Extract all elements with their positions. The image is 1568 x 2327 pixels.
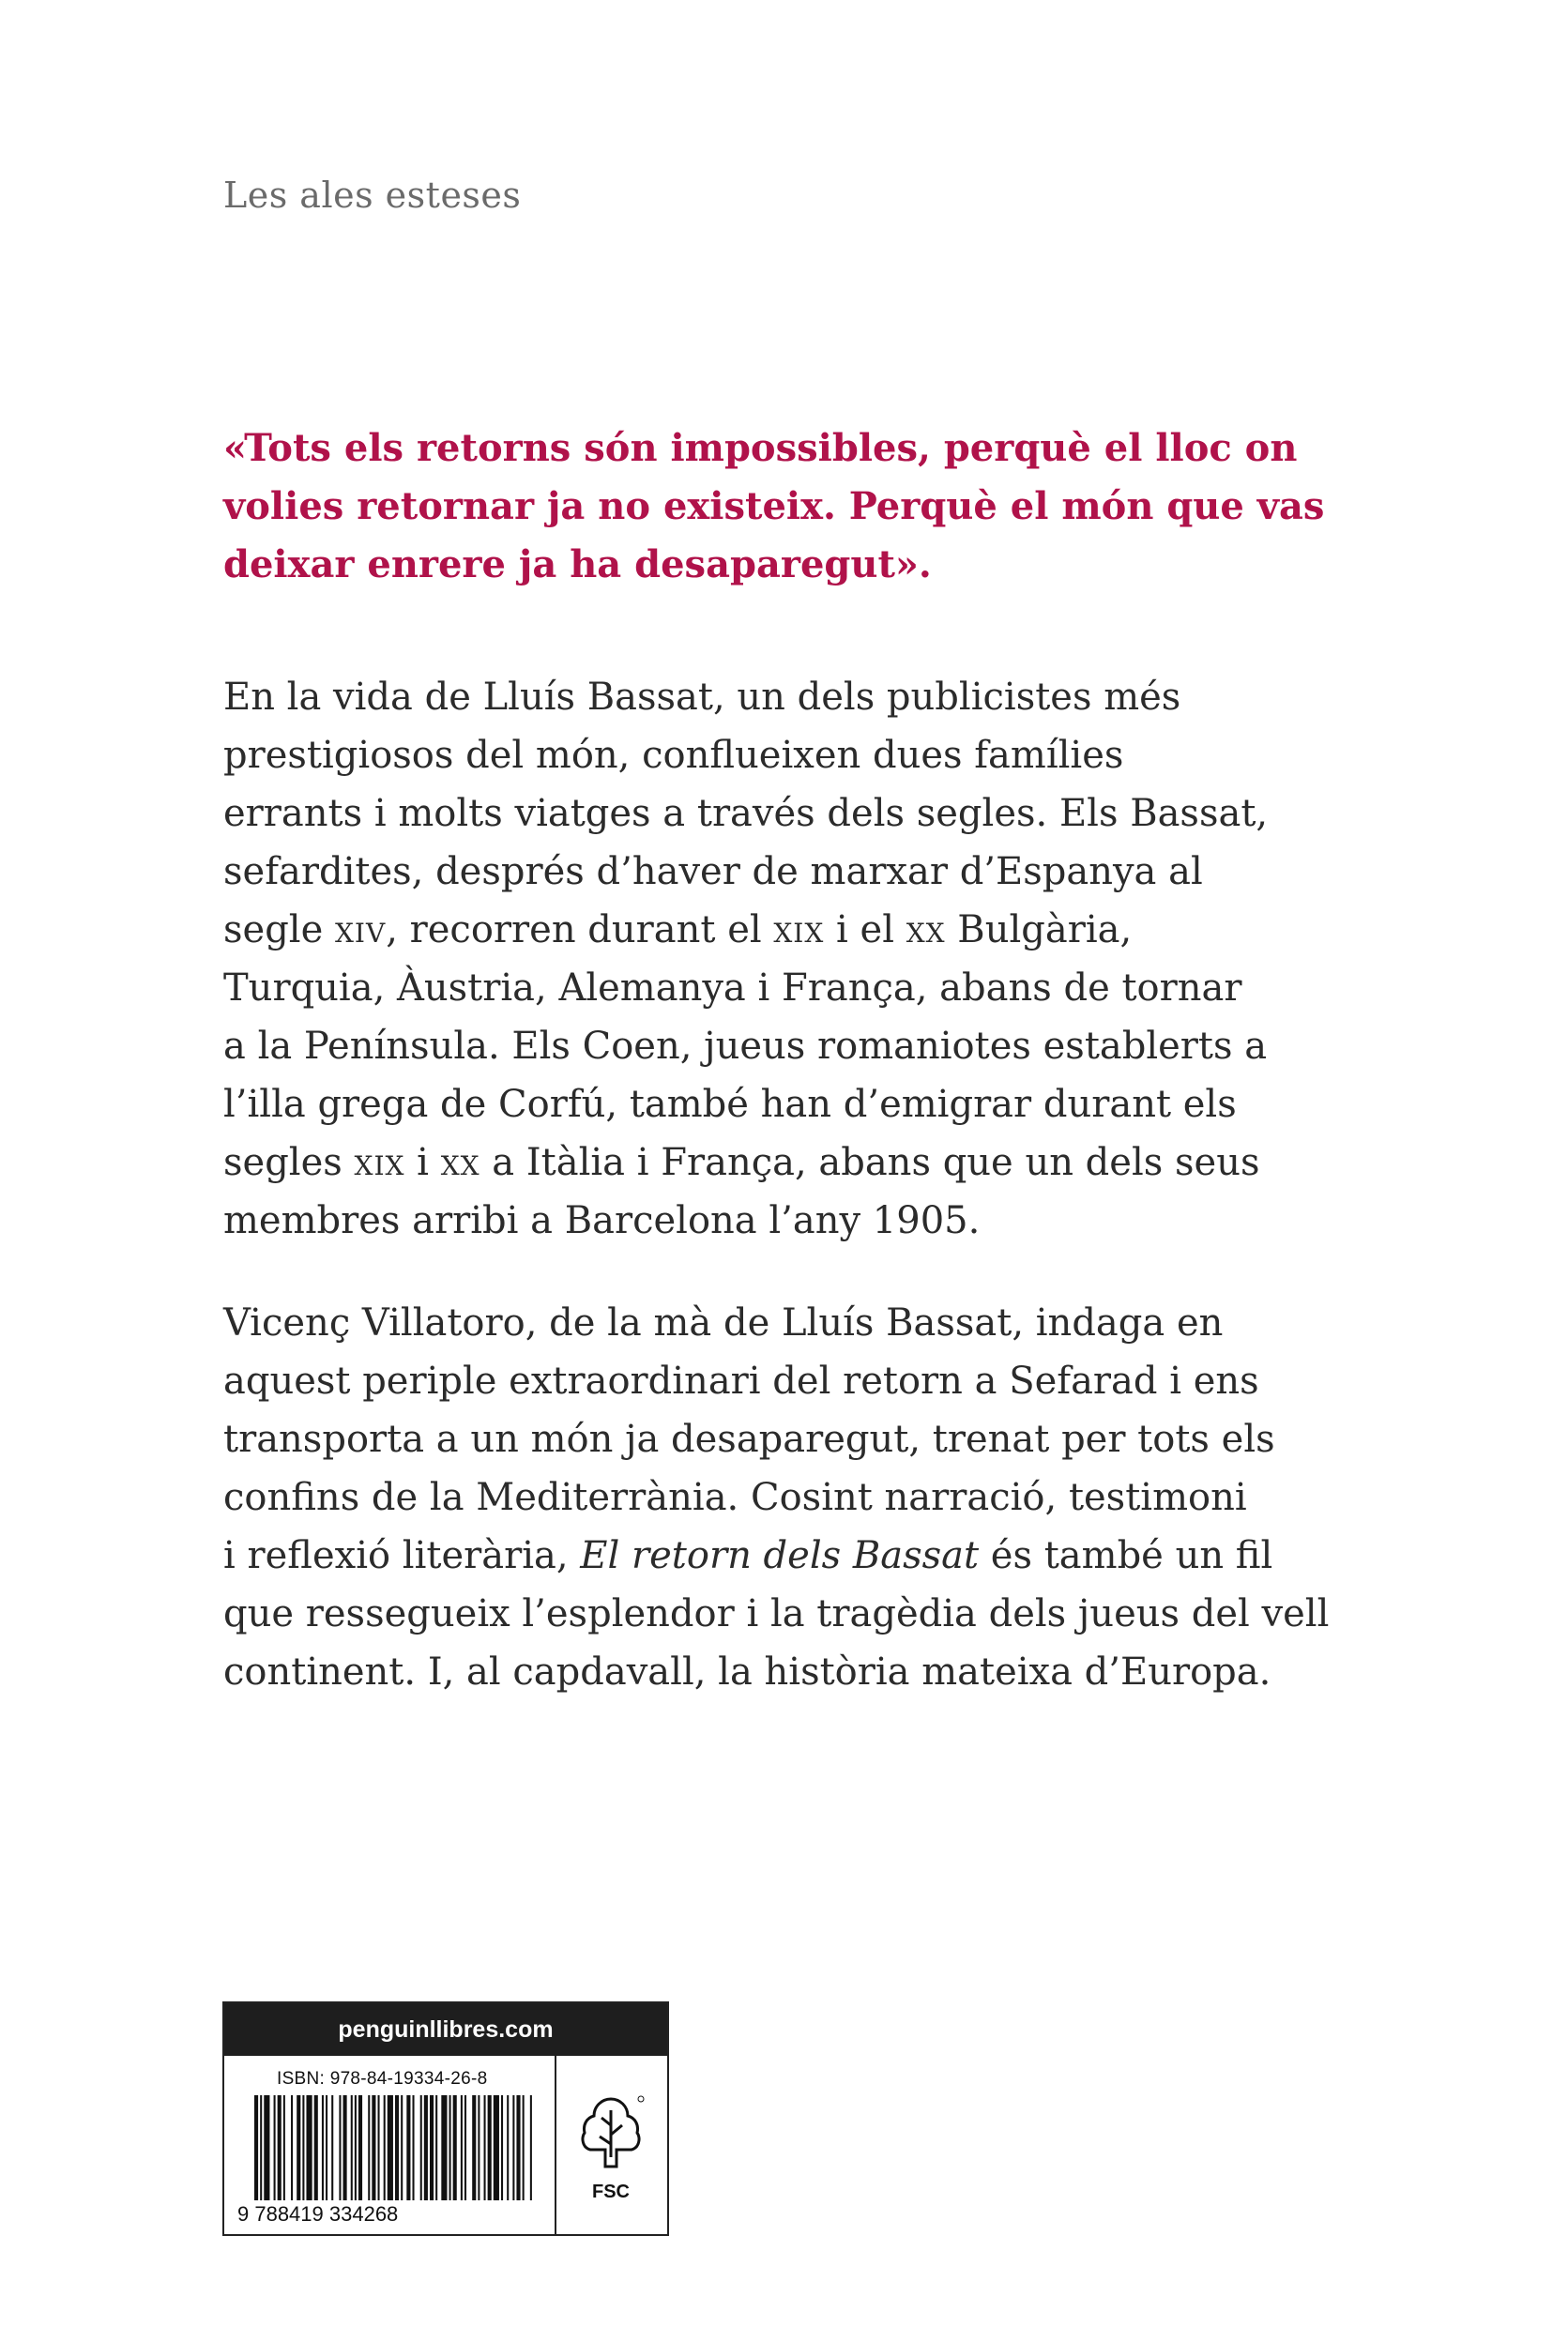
barcode-bar [464,2095,466,2200]
book-title: El retorn dels Bassat [580,1534,980,1577]
isbn-label: ISBN: 978-84-19334-26-8 [277,2069,488,2089]
barcode-bar [274,2095,276,2200]
publisher-website: penguinllibres.com [224,2003,667,2056]
synopsis-paragraph-2 [223,1294,1330,1701]
barcode-bar [530,2095,532,2200]
barcode-bar [254,2095,258,2200]
barcode-bar [306,2095,312,2200]
roman-numeral: xiv [334,908,387,951]
barcode-block [222,2001,669,2236]
barcode-bar [331,2095,333,2200]
text-line: aquest periple extraordinari del retorn a Sefarad i ens [223,1360,1259,1403]
barcode-bar [351,2095,353,2200]
quote-line: «Tots els retorns són impossibles, perquè el lloc on [223,426,1298,470]
text-run: segle [223,908,335,951]
text-run: a Itàlia i França, abans que un dels seus [480,1141,1260,1184]
text-line: l’illa grega de Corfú, també han d’emigrar durant els [223,1083,1237,1126]
barcode-bar [314,2095,318,2200]
barcode-bar [512,2095,514,2200]
barcode-bar [372,2095,375,2200]
text-run: Bulgària, [945,908,1133,951]
barcode-bar [420,2095,422,2200]
fsc-label: FSC [592,2182,630,2202]
quote-line: deixar enrere ja ha desaparegut». [223,542,932,586]
barcode-bar [478,2095,480,2200]
barcode-bar [264,2095,269,2200]
barcode-bar [388,2095,393,2200]
barcode-bar [322,2095,324,2200]
text-line: Turquia, Àustria, Alemanya i França, abans de tornar [223,966,1242,1010]
text-run: segles [223,1141,355,1184]
text-line: prestigiosos del món, conflueixen dues famílies [223,734,1124,777]
text-line: Vicenç Villatoro, de la mà de Lluís Bassat, indaga en [223,1301,1224,1345]
quote-line: volies retornar ja no existeix. Perquè el món que vas [223,484,1325,528]
barcode-bar [461,2095,463,2200]
barcode-bar [430,2095,434,2200]
barcode-bar [494,2095,499,2200]
text-run: i reflexió literària, [223,1534,581,1577]
barcode-bar [291,2095,293,2200]
barcode-bar [278,2095,282,2200]
series-title: Les ales esteses [223,175,522,216]
barcode-bar [378,2095,380,2200]
text-line: errants i molts viatges a través dels segles. Els Bassat, [223,792,1269,835]
barcode-bar [516,2095,520,2200]
barcode-bar [472,2095,476,2200]
barcode-bar [523,2095,525,2200]
barcode-bar [358,2095,362,2200]
barcode-bar [302,2095,304,2200]
barcode-bar [283,2095,285,2200]
text-line: continent. I, al capdavall, la història mateixa d’Europa. [223,1650,1271,1694]
barcode-digits: 9 788419 334268 [237,2202,399,2226]
pull-quote [223,419,1325,594]
divider [555,2056,556,2234]
roman-numeral: xx [440,1141,480,1184]
text-line [223,1527,1302,1585]
barcode-bar [343,2095,347,2200]
roman-numeral: xix [773,908,825,951]
barcode-bar [401,2095,403,2200]
roman-numeral: xix [354,1141,405,1184]
synopsis-paragraph-1 [223,668,1302,1250]
barcode-bar [441,2095,447,2200]
barcode-bar [339,2095,341,2200]
barcode-bar [395,2095,399,2200]
barcode-bar [484,2095,486,2200]
barcode-bar [260,2095,262,2200]
text-line [223,1133,1302,1192]
text-run: , recorren durant el [386,908,774,951]
barcode-bar [449,2095,451,2200]
barcode-bar [326,2095,327,2200]
fsc-tree-logo-icon [573,2091,648,2182]
barcode-bar [507,2095,509,2200]
text-run: i [404,1141,441,1184]
barcode-bar [453,2095,457,2200]
text-run: i el [824,908,906,951]
text-run: és també un fil [979,1534,1273,1577]
text-line: membres arribi a Barcelona l’any 1905. [223,1199,981,1242]
text-line: a la Península. Els Coen, jueus romaniotes establerts a [223,1025,1268,1068]
barcode-icon [254,2095,536,2200]
text-line: transporta a un món ja desaparegut, trenat per tots els [223,1418,1275,1461]
barcode-bar [355,2095,357,2200]
barcode-bar [435,2095,437,2200]
text-line: sefardites, després d’haver de marxar d’Espanya al [223,850,1203,893]
barcode-bar [406,2095,410,2200]
text-line: En la vida de Lluís Bassat, un dels publicistes més [223,676,1181,719]
barcode-bar [384,2095,386,2200]
barcode-bar [412,2095,414,2200]
text-line: que ressegueix l’esplendor i la tragèdia dels jueus del vell [223,1592,1330,1635]
barcode-bar [297,2095,300,2200]
barcode-bar [424,2095,428,2200]
text-line [223,901,1302,959]
barcode-bar [501,2095,503,2200]
roman-numeral: xx [906,908,946,951]
text-line: confins de la Mediterrània. Cosint narració, testimoni [223,1476,1247,1519]
barcode-bar [368,2095,370,2200]
barcode-bar [488,2095,492,2200]
